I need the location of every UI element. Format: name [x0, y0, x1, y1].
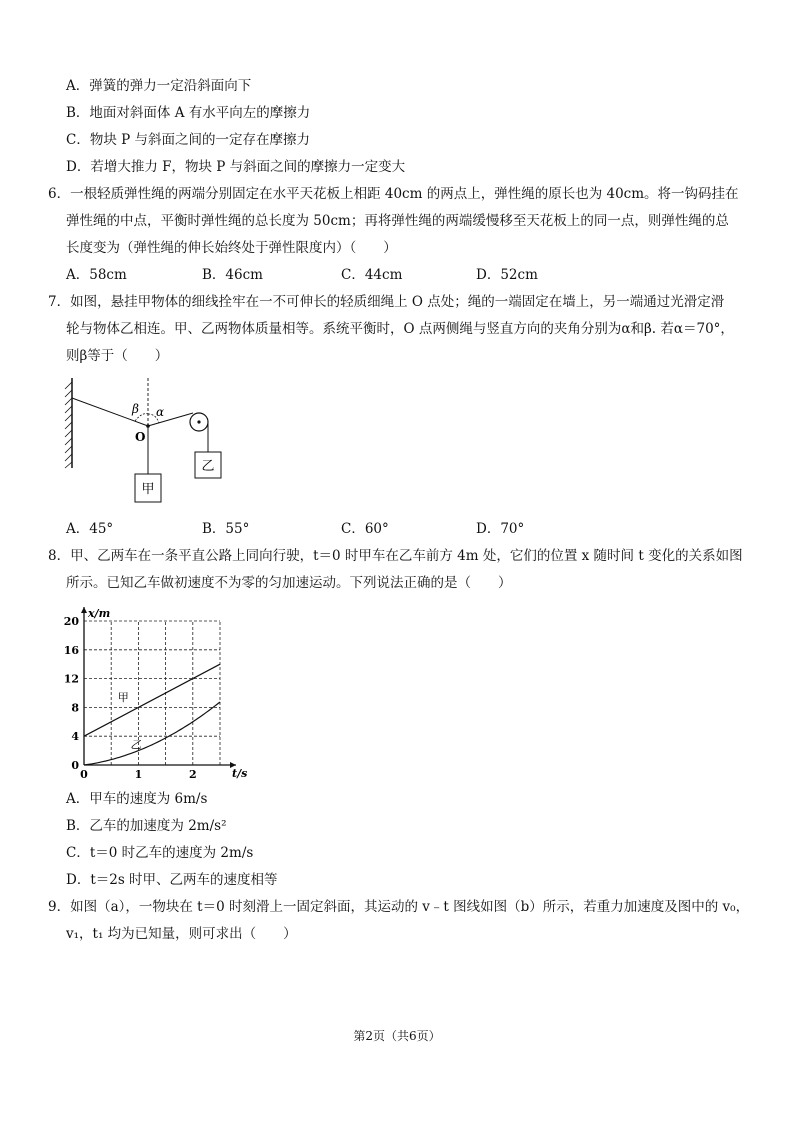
- xt-chart: [60, 600, 250, 782]
- box-yi-label: 乙: [201, 459, 215, 474]
- y-tick-label-8: 8: [71, 701, 79, 715]
- q8-option-c: C．t＝0 时乙车的速度为 2m/s: [66, 845, 254, 861]
- q6-option-a: A．58cm: [66, 267, 127, 283]
- y-axis-arrow: [81, 607, 87, 613]
- y-tick-label-16: 16: [63, 643, 79, 657]
- q7-option-b: B．55°: [202, 521, 250, 537]
- q7-line-2: 轮与物体乙相连。甲、乙两物体质量相等。系统平衡时，O 点两侧绳与竖直方向的夹角分别为α和β. 若α＝70°，: [66, 321, 734, 337]
- q5-option-c: C．物块 P 与斜面之间的一定存在摩擦力: [66, 132, 310, 148]
- page-footer: 第2页（共6页）: [353, 1029, 441, 1043]
- q7-line-3: 则β等于（ ）: [66, 348, 169, 364]
- q7-option-a: A．45°: [66, 521, 114, 537]
- q8-option-b: B．乙车的加速度为 2m/s²: [66, 818, 227, 834]
- series-line-乙: [84, 702, 220, 765]
- x-tick-label-1: 1: [134, 768, 143, 781]
- q7-line-1: 7．如图，悬挂甲物体的细线拴牢在一不可伸长的轻质细绳上 O 点处；绳的一端固定在墙上，另一端通过光滑定滑: [48, 294, 725, 310]
- x-tick-label-0: 0: [80, 768, 88, 781]
- x-tick-label-2: 2: [188, 768, 197, 781]
- q7-figure: [60, 376, 240, 508]
- q6-option-d: D．52cm: [476, 267, 538, 283]
- point-o-label: O: [135, 430, 146, 444]
- q6-option-c: C．44cm: [341, 267, 403, 283]
- q5-option-b: B．地面对斜面体 A 有水平向左的摩擦力: [66, 105, 311, 121]
- box-jia-label: 甲: [141, 482, 155, 497]
- q7-option-d: D．70°: [476, 521, 525, 537]
- q9-line-1: 9．如图（a），一物块在 t＝0 时刻滑上一固定斜面，其运动的 v﹣t 图线如图（b）所示，若重力加速度及图中的 v₀，: [48, 899, 750, 915]
- q6-line-1: 6．一根轻质弹性绳的两端分别固定在水平天花板上相距 40cm 的两点上，弹性绳的原长也为 40cm。将一钩码挂在: [48, 186, 739, 202]
- y-tick-label-20: 20: [63, 615, 79, 628]
- alpha-label: α: [156, 405, 165, 419]
- y-tick-label-4: 4: [71, 730, 79, 744]
- series-label-甲: 甲: [117, 690, 129, 704]
- point-o: [146, 424, 150, 428]
- q8-line-2: 所示。已知乙车做初速度不为零的匀加速运动。下列说法正确的是（ ）: [66, 575, 512, 591]
- y-tick-label-12: 12: [63, 672, 79, 686]
- q8-line-1: 8．甲、乙两车在一条平直公路上同向行驶，t＝0 时甲车在乙车前方 4m 处，它们的位置 x 随时间 t 变化的关系如图: [48, 548, 743, 564]
- q7-option-c: C．60°: [341, 521, 389, 537]
- q5-option-d: D．若增大推力 F，物块 P 与斜面之间的摩擦力一定变大: [66, 159, 406, 175]
- q8-option-d: D．t＝2s 时甲、乙两车的速度相等: [66, 872, 278, 888]
- wall-hatch: [65, 382, 72, 468]
- q6-line-2: 弹性绳的中点，平衡时弹性绳的总长度为 50cm；再将弹性绳的两端缓慢移至天花板上的同一点，则弹性绳的总: [66, 213, 729, 229]
- series-line-甲: [84, 664, 220, 736]
- y-tick-label-0: 0: [71, 759, 79, 772]
- q9-line-2: v₁，t₁ 均为已知量，则可求出（ ）: [66, 926, 297, 942]
- x-axis-label: t/s: [232, 767, 248, 780]
- rope-to-pulley: [148, 413, 193, 426]
- series-label-乙: 乙: [130, 738, 142, 752]
- q5-option-a: A．弹簧的弹力一定沿斜面向下: [66, 78, 252, 94]
- q6-option-b: B．46cm: [202, 267, 263, 283]
- y-axis-label: x/m: [88, 607, 111, 620]
- q6-line-3: 长度变为（弹性绳的伸长始终处于弹性限度内）（ ）: [66, 240, 397, 256]
- q8-option-a: A．甲车的速度为 6m/s: [66, 791, 208, 807]
- beta-label: β: [132, 402, 139, 416]
